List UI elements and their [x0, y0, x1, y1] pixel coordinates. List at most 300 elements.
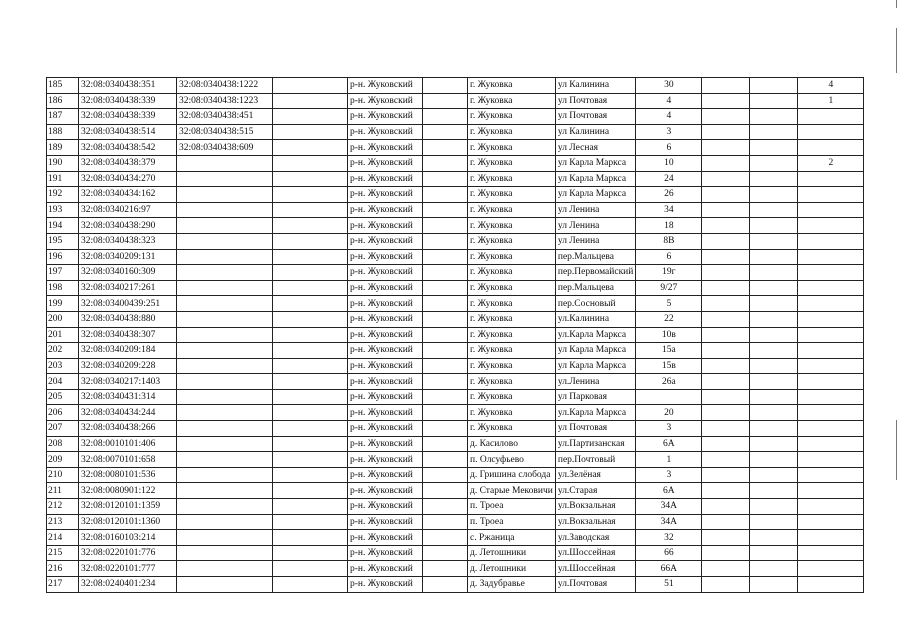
district: р-н. Жуковский [348, 93, 423, 109]
district: р-н. Жуковский [348, 202, 423, 218]
count-value [798, 483, 864, 499]
table-row [47, 436, 864, 452]
district: р-н. Жуковский [348, 389, 423, 405]
count-value [798, 311, 864, 327]
row-number: 214 [47, 530, 79, 546]
row-number: 199 [47, 296, 79, 312]
count-value [798, 452, 864, 468]
locality: д. Летошники [468, 545, 556, 561]
empty-cell [273, 265, 348, 281]
count-value [798, 187, 864, 203]
house-number: 6 [636, 249, 702, 265]
row-number: 192 [47, 187, 79, 203]
linked-cadastral-number: 32:08:0340438:451 [177, 109, 273, 125]
empty-cell [750, 499, 798, 515]
empty-cell [702, 78, 750, 94]
district: р-н. Жуковский [348, 296, 423, 312]
count-value [798, 545, 864, 561]
empty-cell [702, 374, 750, 390]
table-row [47, 374, 864, 390]
empty-cell [273, 405, 348, 421]
empty-cell [273, 545, 348, 561]
empty-cell [750, 311, 798, 327]
row-number: 197 [47, 265, 79, 281]
table-row [47, 93, 864, 109]
cadastral-number: 32:08:03400439:251 [79, 296, 177, 312]
empty-cell [423, 421, 468, 437]
linked-cadastral-number [177, 327, 273, 343]
empty-cell [702, 296, 750, 312]
cadastral-number: 32:08:0340217:261 [79, 280, 177, 296]
cadastral-number: 32:08:0340209:131 [79, 249, 177, 265]
count-value [798, 514, 864, 530]
cadastral-number: 32:08:0010101:406 [79, 436, 177, 452]
empty-cell [750, 296, 798, 312]
empty-cell [423, 311, 468, 327]
empty-cell [750, 124, 798, 140]
cadastral-number: 32:08:0340209:228 [79, 358, 177, 374]
scan-edge-mark [896, 420, 897, 480]
table-row [47, 78, 864, 94]
street: ул Карла Маркса [555, 343, 636, 359]
linked-cadastral-number: 32:08:0340438:1222 [177, 78, 273, 94]
locality: г. Жуковка [468, 140, 556, 156]
empty-cell [423, 452, 468, 468]
empty-cell [273, 140, 348, 156]
locality: д. Гришина слобода [468, 467, 556, 483]
linked-cadastral-number [177, 218, 273, 234]
empty-cell [423, 124, 468, 140]
count-value [798, 389, 864, 405]
cadastral-number: 32:08:0340438:514 [79, 124, 177, 140]
district: р-н. Жуковский [348, 343, 423, 359]
house-number: 6 [636, 140, 702, 156]
empty-cell [750, 280, 798, 296]
empty-cell [702, 311, 750, 327]
street: ул Ленина [555, 233, 636, 249]
locality: д. Задубравье [468, 577, 556, 593]
empty-cell [750, 561, 798, 577]
empty-cell [702, 233, 750, 249]
scan-edge-mark [896, 28, 897, 73]
empty-cell [702, 327, 750, 343]
empty-cell [702, 171, 750, 187]
count-value [798, 249, 864, 265]
cadastral-number: 32:08:0160103:214 [79, 530, 177, 546]
cadastral-number: 32:08:0340438:323 [79, 233, 177, 249]
house-number: 3 [636, 421, 702, 437]
empty-cell [423, 343, 468, 359]
house-number: 15а [636, 343, 702, 359]
locality: г. Жуковка [468, 421, 556, 437]
row-number: 185 [47, 78, 79, 94]
cadastral-number: 32:08:0340438:266 [79, 421, 177, 437]
locality: с. Ржаница [468, 530, 556, 546]
table-row [47, 296, 864, 312]
locality: г. Жуковка [468, 389, 556, 405]
empty-cell [702, 514, 750, 530]
empty-cell [702, 483, 750, 499]
empty-cell [273, 561, 348, 577]
street: ул Калинина [555, 78, 636, 94]
row-number: 203 [47, 358, 79, 374]
linked-cadastral-number [177, 265, 273, 281]
locality: д. Старые Мековичи [468, 483, 556, 499]
cadastral-number: 32:08:0220101:776 [79, 545, 177, 561]
street: ул Карла Маркса [555, 358, 636, 374]
empty-cell [423, 109, 468, 125]
empty-cell [423, 155, 468, 171]
empty-cell [750, 265, 798, 281]
linked-cadastral-number [177, 530, 273, 546]
table-body [47, 78, 864, 593]
street: пер.Первомайский [555, 265, 636, 281]
cadastral-number: 32:08:0120101:1360 [79, 514, 177, 530]
cadastral-number: 32:08:0340216:97 [79, 202, 177, 218]
row-number: 190 [47, 155, 79, 171]
empty-cell [423, 358, 468, 374]
table-row [47, 389, 864, 405]
empty-cell [273, 109, 348, 125]
linked-cadastral-number [177, 358, 273, 374]
district: р-н. Жуковский [348, 233, 423, 249]
row-number: 201 [47, 327, 79, 343]
street: ул.Ленина [555, 374, 636, 390]
empty-cell [702, 561, 750, 577]
empty-cell [423, 530, 468, 546]
street: ул Калинина [555, 124, 636, 140]
cadastral-number: 32:08:0340438:880 [79, 311, 177, 327]
count-value: 4 [798, 78, 864, 94]
table-row [47, 358, 864, 374]
house-number: 6А [636, 483, 702, 499]
empty-cell [423, 545, 468, 561]
count-value [798, 171, 864, 187]
empty-cell [273, 343, 348, 359]
cadastral-number: 32:08:0340438:351 [79, 78, 177, 94]
table-row [47, 124, 864, 140]
empty-cell [750, 358, 798, 374]
district: р-н. Жуковский [348, 421, 423, 437]
empty-cell [702, 452, 750, 468]
empty-cell [273, 93, 348, 109]
cadastral-number: 32:08:0340438:542 [79, 140, 177, 156]
district: р-н. Жуковский [348, 140, 423, 156]
locality: г. Жуковка [468, 233, 556, 249]
district: р-н. Жуковский [348, 436, 423, 452]
locality: г. Жуковка [468, 265, 556, 281]
cadastral-number: 32:08:0340434:244 [79, 405, 177, 421]
locality: г. Жуковка [468, 155, 556, 171]
count-value [798, 109, 864, 125]
row-number: 193 [47, 202, 79, 218]
street: пер.Почтовый [555, 452, 636, 468]
table-row [47, 171, 864, 187]
table-row [47, 187, 864, 203]
empty-cell [273, 374, 348, 390]
house-number: 1 [636, 452, 702, 468]
row-number: 217 [47, 577, 79, 593]
empty-cell [702, 421, 750, 437]
table-row [47, 467, 864, 483]
row-number: 215 [47, 545, 79, 561]
locality: г. Жуковка [468, 311, 556, 327]
locality: г. Жуковка [468, 78, 556, 94]
district: р-н. Жуковский [348, 124, 423, 140]
locality: г. Жуковка [468, 343, 556, 359]
empty-cell [750, 530, 798, 546]
row-number: 194 [47, 218, 79, 234]
empty-cell [423, 577, 468, 593]
empty-cell [702, 93, 750, 109]
row-number: 211 [47, 483, 79, 499]
empty-cell [702, 187, 750, 203]
cadastral-number: 32:08:0340431:314 [79, 389, 177, 405]
empty-cell [702, 405, 750, 421]
linked-cadastral-number [177, 311, 273, 327]
linked-cadastral-number [177, 467, 273, 483]
locality: г. Жуковка [468, 374, 556, 390]
house-number: 6А [636, 436, 702, 452]
house-number: 22 [636, 311, 702, 327]
cadastral-number: 32:08:0340160:309 [79, 265, 177, 281]
linked-cadastral-number [177, 233, 273, 249]
row-number: 204 [47, 374, 79, 390]
empty-cell [750, 343, 798, 359]
linked-cadastral-number [177, 499, 273, 515]
empty-cell [750, 374, 798, 390]
empty-cell [750, 109, 798, 125]
empty-cell [273, 311, 348, 327]
district: р-н. Жуковский [348, 265, 423, 281]
house-number: 3 [636, 467, 702, 483]
empty-cell [702, 124, 750, 140]
linked-cadastral-number [177, 187, 273, 203]
locality: г. Жуковка [468, 109, 556, 125]
house-number: 18 [636, 218, 702, 234]
table-row [47, 327, 864, 343]
linked-cadastral-number [177, 296, 273, 312]
table-row [47, 405, 864, 421]
empty-cell [423, 280, 468, 296]
empty-cell [273, 467, 348, 483]
linked-cadastral-number: 32:08:0340438:609 [177, 140, 273, 156]
row-number: 212 [47, 499, 79, 515]
house-number: 34 [636, 202, 702, 218]
street: ул Почтовая [555, 109, 636, 125]
row-number: 207 [47, 421, 79, 437]
street: ул Парковая [555, 389, 636, 405]
count-value [798, 280, 864, 296]
empty-cell [750, 93, 798, 109]
row-number: 209 [47, 452, 79, 468]
cadastral-number: 32:08:0340438:307 [79, 327, 177, 343]
linked-cadastral-number [177, 561, 273, 577]
district: р-н. Жуковский [348, 280, 423, 296]
linked-cadastral-number [177, 577, 273, 593]
count-value [798, 530, 864, 546]
house-number: 30 [636, 78, 702, 94]
district: р-н. Жуковский [348, 452, 423, 468]
empty-cell [273, 389, 348, 405]
count-value [798, 499, 864, 515]
linked-cadastral-number: 32:08:0340438:515 [177, 124, 273, 140]
locality: п. Троеа [468, 514, 556, 530]
count-value [798, 467, 864, 483]
count-value [798, 421, 864, 437]
district: р-н. Жуковский [348, 545, 423, 561]
empty-cell [750, 327, 798, 343]
street: ул.Почтовая [555, 577, 636, 593]
row-number: 198 [47, 280, 79, 296]
district: р-н. Жуковский [348, 171, 423, 187]
count-value [798, 561, 864, 577]
empty-cell [750, 233, 798, 249]
empty-cell [750, 78, 798, 94]
empty-cell [750, 436, 798, 452]
locality: г. Жуковка [468, 327, 556, 343]
house-number: 34А [636, 514, 702, 530]
empty-cell [750, 421, 798, 437]
empty-cell [702, 343, 750, 359]
empty-cell [273, 327, 348, 343]
locality: г. Жуковка [468, 93, 556, 109]
district: р-н. Жуковский [348, 577, 423, 593]
table-row [47, 280, 864, 296]
empty-cell [423, 483, 468, 499]
empty-cell [423, 405, 468, 421]
empty-cell [750, 218, 798, 234]
count-value [798, 202, 864, 218]
count-value [798, 265, 864, 281]
street: ул.Карла Маркса [555, 405, 636, 421]
linked-cadastral-number [177, 249, 273, 265]
district: р-н. Жуковский [348, 187, 423, 203]
cadastral-number: 32:08:0340434:162 [79, 187, 177, 203]
table-row [47, 265, 864, 281]
street: пер.Мальцева [555, 249, 636, 265]
cadastral-number: 32:08:0340217:1403 [79, 374, 177, 390]
locality: д. Летошники [468, 561, 556, 577]
empty-cell [423, 499, 468, 515]
house-number: 8В [636, 233, 702, 249]
empty-cell [750, 140, 798, 156]
house-number: 32 [636, 530, 702, 546]
house-number: 26 [636, 187, 702, 203]
house-number: 20 [636, 405, 702, 421]
count-value [798, 436, 864, 452]
street: ул Почтовая [555, 93, 636, 109]
empty-cell [750, 249, 798, 265]
district: р-н. Жуковский [348, 530, 423, 546]
house-number: 51 [636, 577, 702, 593]
district: р-н. Жуковский [348, 483, 423, 499]
empty-cell [273, 483, 348, 499]
street: ул Ленина [555, 218, 636, 234]
empty-cell [750, 187, 798, 203]
district: р-н. Жуковский [348, 218, 423, 234]
empty-cell [273, 218, 348, 234]
row-number: 208 [47, 436, 79, 452]
count-value [798, 358, 864, 374]
table-row [47, 577, 864, 593]
district: р-н. Жуковский [348, 514, 423, 530]
district: р-н. Жуковский [348, 467, 423, 483]
linked-cadastral-number [177, 389, 273, 405]
linked-cadastral-number [177, 202, 273, 218]
street: пер.Сосновый [555, 296, 636, 312]
house-number: 66А [636, 561, 702, 577]
empty-cell [273, 233, 348, 249]
street: ул.Заводская [555, 530, 636, 546]
empty-cell [423, 436, 468, 452]
locality: п. Троеа [468, 499, 556, 515]
count-value [798, 577, 864, 593]
empty-cell [702, 140, 750, 156]
empty-cell [273, 171, 348, 187]
row-number: 200 [47, 311, 79, 327]
row-number: 195 [47, 233, 79, 249]
table-row [47, 249, 864, 265]
locality: г. Жуковка [468, 249, 556, 265]
empty-cell [702, 218, 750, 234]
row-number: 216 [47, 561, 79, 577]
empty-cell [750, 483, 798, 499]
empty-cell [423, 218, 468, 234]
table-row [47, 140, 864, 156]
row-number: 210 [47, 467, 79, 483]
house-number: 4 [636, 109, 702, 125]
empty-cell [702, 545, 750, 561]
empty-cell [702, 265, 750, 281]
empty-cell [423, 249, 468, 265]
house-number: 5 [636, 296, 702, 312]
street: ул.Карла Маркса [555, 327, 636, 343]
row-number: 213 [47, 514, 79, 530]
table-row [47, 483, 864, 499]
house-number: 34А [636, 499, 702, 515]
empty-cell [702, 436, 750, 452]
empty-cell [423, 561, 468, 577]
empty-cell [423, 93, 468, 109]
empty-cell [273, 421, 348, 437]
empty-cell [423, 187, 468, 203]
district: р-н. Жуковский [348, 109, 423, 125]
linked-cadastral-number [177, 374, 273, 390]
cadastral-number: 32:08:0070101:658 [79, 452, 177, 468]
row-number: 191 [47, 171, 79, 187]
empty-cell [423, 202, 468, 218]
empty-cell [273, 436, 348, 452]
empty-cell [273, 577, 348, 593]
empty-cell [750, 577, 798, 593]
empty-cell [702, 499, 750, 515]
empty-cell [273, 530, 348, 546]
empty-cell [702, 467, 750, 483]
empty-cell [423, 296, 468, 312]
table-row [47, 545, 864, 561]
street: ул Почтовая [555, 421, 636, 437]
locality: г. Жуковка [468, 296, 556, 312]
empty-cell [423, 327, 468, 343]
cadastral-number: 32:08:0340438:339 [79, 109, 177, 125]
table-row [47, 499, 864, 515]
count-value [798, 233, 864, 249]
row-number: 189 [47, 140, 79, 156]
empty-cell [273, 280, 348, 296]
empty-cell [273, 514, 348, 530]
cadastral-number: 32:08:0340438:290 [79, 218, 177, 234]
